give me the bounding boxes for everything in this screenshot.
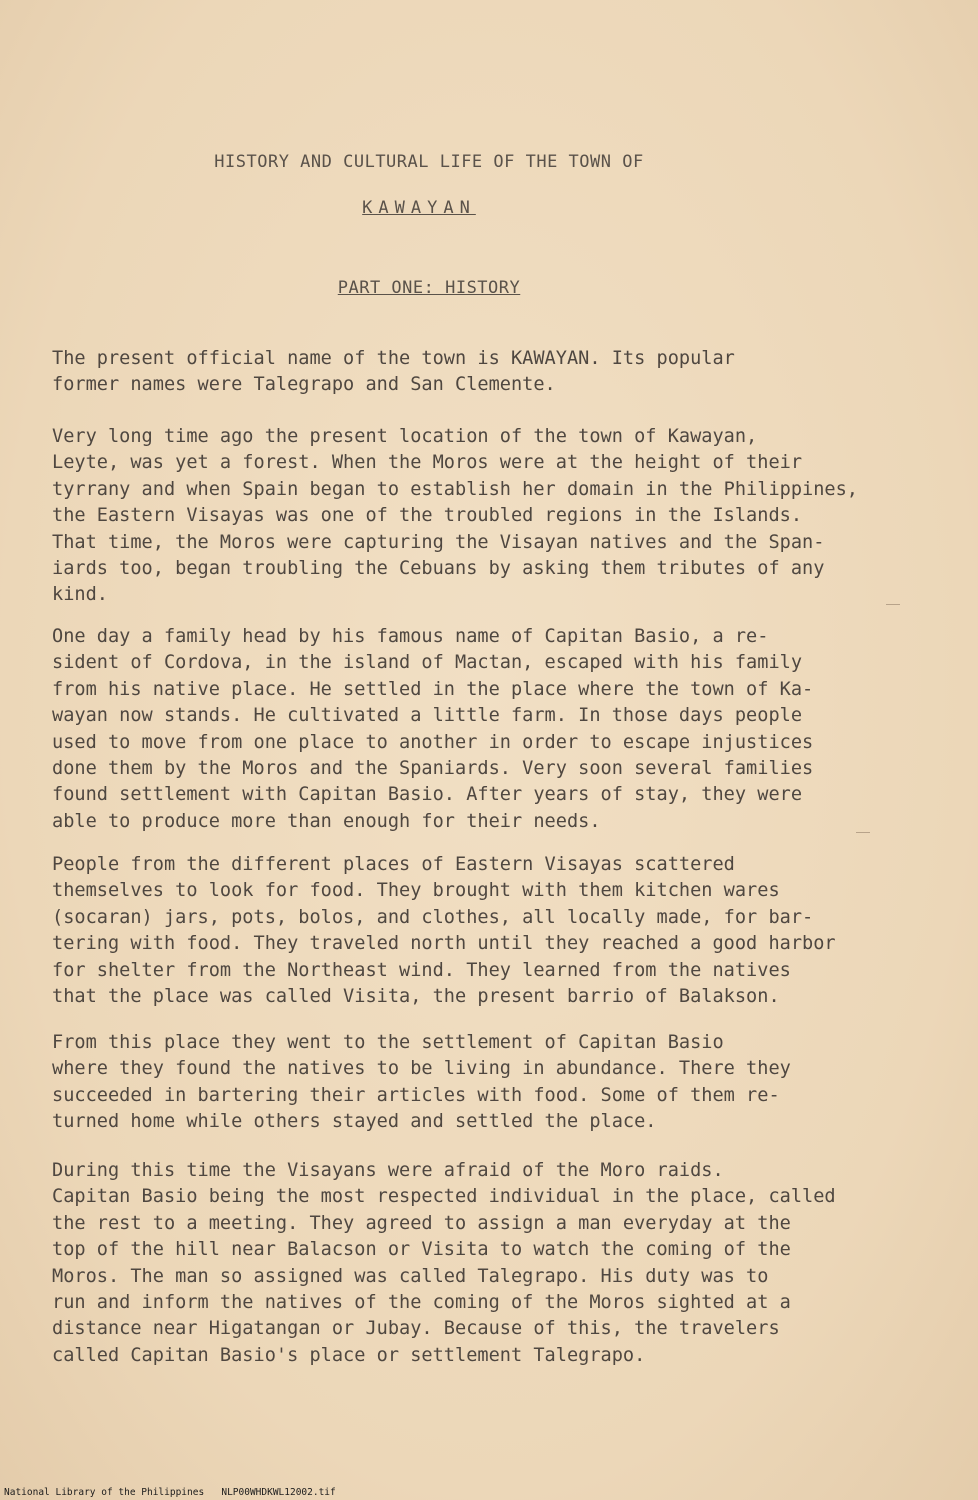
town-name: KAWAYAN — [362, 198, 476, 218]
document-title: HISTORY AND CULTURAL LIFE OF THE TOWN OF — [214, 152, 644, 172]
paragraph-5: From this place they went to the settlement of Capitan Basio where they found the natives to be living in abundance. There they succeeded in bartering their articles with food. Some of them re- turned home while others stayed and settled the place. — [52, 1032, 791, 1133]
paragraph-6: During this time the Visayans were afraid of the Moro raids. Capitan Basio being the most respected individual in the place, called the rest to a meeting. They agreed to assign a man everyday at the top of the hill near Balacson or Visita to watch the coming of the Moros. The man so assigned was called Talegrapo. His duty was to run and inform the natives of the coming of the Moros sighted at a distance near Higatangan or Jubay. Because of this, the travelers called Capitan Basio's place or settlement Talegrapo. — [52, 1160, 836, 1366]
part-heading: PART ONE: HISTORY — [337, 278, 521, 298]
paragraph-4: People from the different places of Eastern Visayas scattered themselves to look for food. They brought with them kitchen wares (socaran) jars, pots, bolos, and clothes, all locally made, for bar- tering with food. They traveled north until they reached a good harbor for shelter from the Northeast wind. They learned from the natives that the place was called Visita, the present barrio of Balakson. — [52, 854, 836, 1008]
scan-footer — [4, 1487, 336, 1498]
paragraph-2: Very long time ago the present location of the town of Kawayan, Leyte, was yet a forest. When the Moros were at the height of their tyrrany and when Spain began to establish her domain in the Philippines, the Eastern Visayas was one of the troubled regions in the Islands. That time, the Moros were capturing the Visayan natives and the Span- iards too, began troubling the Cebuans by asking them tributes of any kind. — [52, 426, 858, 606]
margin-mark — [856, 832, 870, 833]
footer-filename: NLP00WHDKWL12002.tif — [221, 1487, 336, 1498]
margin-mark — [886, 604, 900, 605]
paragraph-1: The present official name of the town is KAWAYAN. Its popular former names were Talegrapo and San Clemente. — [52, 348, 735, 396]
paragraph-3: One day a family head by his famous name of Capitan Basio, a re- sident of Cordova, in the island of Mactan, escaped with his family from his native place. He settled in the place where the town of Ka- wayan now stands. He cultivated a little farm. In those days people used to move from one place to another in order to escape injustices done them by the Moros and the Spaniards. Very soon several families found settlement with Capitan Basio. After years of stay, they were able to produce more than enough for their needs. — [52, 626, 814, 832]
footer-library: National Library of the Philippines — [4, 1487, 205, 1498]
